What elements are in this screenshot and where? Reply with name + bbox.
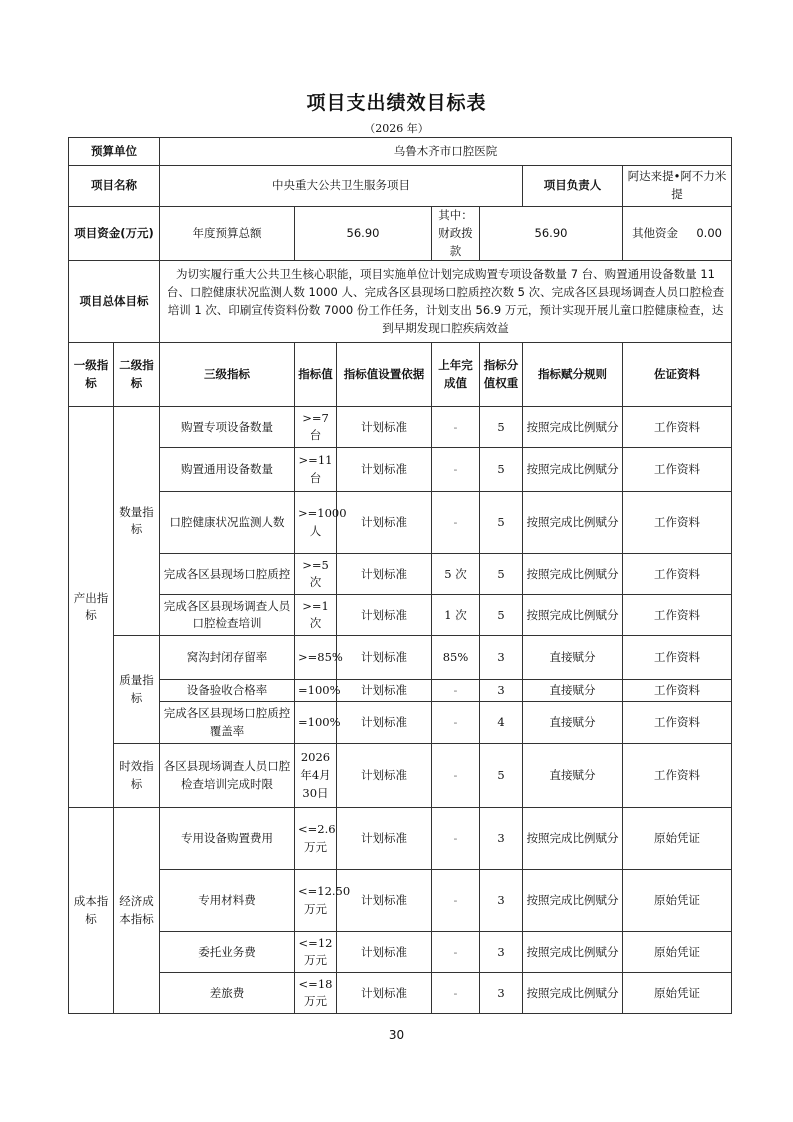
indicator-last-year: 85% — [432, 636, 480, 680]
indicator-evidence: 原始凭证 — [623, 973, 732, 1014]
annual-budget-label: 年度预算总额 — [160, 207, 295, 261]
document-year: （2026 年） — [364, 122, 429, 135]
indicator-rule: 直接赋分 — [523, 744, 623, 808]
indicator-rule: 直接赋分 — [523, 636, 623, 680]
indicator-value: <=12.50万元 — [295, 870, 337, 932]
indicator-name: 委托业务费 — [160, 932, 295, 973]
page-number: 30 — [388, 1028, 405, 1042]
indicator-basis: 计划标准 — [337, 744, 432, 808]
indicator-basis: 计划标准 — [337, 870, 432, 932]
table-row — [69, 492, 732, 554]
indicator-rule: 按照完成比例赋分 — [523, 870, 623, 932]
indicator-name: 完成各区县现场口腔质控 — [160, 554, 295, 595]
indicator-evidence: 工作资料 — [623, 702, 732, 744]
group-quantity: 数量指标 — [114, 407, 160, 636]
indicator-rule: 按照完成比例赋分 — [523, 448, 623, 492]
indicator-name: 购置专项设备数量 — [160, 407, 295, 448]
table-row — [69, 702, 732, 744]
performance-target-table — [68, 137, 732, 1014]
indicator-weight: 3 — [480, 870, 523, 932]
indicator-rule: 直接赋分 — [523, 680, 623, 702]
header-level2: 二级指标 — [114, 343, 160, 407]
indicator-value: <=18万元 — [295, 973, 337, 1014]
indicator-weight: 3 — [480, 636, 523, 680]
indicator-value: >=5次 — [295, 554, 337, 595]
table-row — [69, 932, 732, 973]
indicator-rule: 按照完成比例赋分 — [523, 808, 623, 870]
indicator-weight: 3 — [480, 973, 523, 1014]
table-row — [69, 595, 732, 636]
project-lead-value: 阿达来提•阿不力米提 — [623, 166, 732, 207]
indicator-rule: 按照完成比例赋分 — [523, 492, 623, 554]
indicator-value: <=12万元 — [295, 932, 337, 973]
indicator-last-year: - — [432, 744, 480, 808]
indicator-last-year: - — [432, 492, 480, 554]
table-row — [69, 407, 732, 448]
indicator-evidence: 工作资料 — [623, 554, 732, 595]
project-name-row — [69, 166, 732, 207]
indicator-weight: 3 — [480, 808, 523, 870]
header-value: 指标值 — [295, 343, 337, 407]
indicator-evidence: 原始凭证 — [623, 932, 732, 973]
header-row — [69, 343, 732, 407]
overall-goal-text: 为切实履行重大公共卫生核心职能，项目实施单位计划完成购置专项设备数量 7 台、购置通用设备数量 11 台、口腔健康状况监测人数 1000 人、完成各区县现场口腔质控次数 5 次、完成各区县现场调查人员口腔检查培训 1 次、印刷宣传资料份数 7000 份工作任务，计划支出 56.9 万元，预计实现开展儿童口腔健康检查，达到早期发现口腔疾病效益 — [160, 261, 732, 343]
indicator-weight: 3 — [480, 680, 523, 702]
header-weight: 指标分值权重 — [480, 343, 523, 407]
project-name-label: 项目名称 — [69, 166, 160, 207]
fiscal-allocation-value: 56.90 — [480, 207, 623, 261]
indicator-basis: 计划标准 — [337, 492, 432, 554]
indicator-last-year: - — [432, 973, 480, 1014]
indicator-evidence: 工作资料 — [623, 744, 732, 808]
indicator-weight: 4 — [480, 702, 523, 744]
header-basis: 指标值设置依据 — [337, 343, 432, 407]
group-economic: 经济成本指标 — [114, 808, 160, 1014]
other-funds-value: 0.00 — [696, 225, 722, 240]
indicator-value: >=1次 — [295, 595, 337, 636]
table-row — [69, 870, 732, 932]
overall-goal-row — [69, 261, 732, 343]
project-funds-row — [69, 207, 732, 261]
indicator-value: >=85% — [295, 636, 337, 680]
header-level1: 一级指标 — [69, 343, 114, 407]
indicator-name: 专用材料费 — [160, 870, 295, 932]
indicator-name: 设备验收合格率 — [160, 680, 295, 702]
indicator-rule: 按照完成比例赋分 — [523, 595, 623, 636]
indicator-name: 专用设备购置费用 — [160, 808, 295, 870]
indicator-rule: 按照完成比例赋分 — [523, 932, 623, 973]
indicator-last-year: 1 次 — [432, 595, 480, 636]
overall-goal-label: 项目总体目标 — [69, 261, 160, 343]
indicator-rule: 按照完成比例赋分 — [523, 554, 623, 595]
indicator-value: =100% — [295, 702, 337, 744]
header-evidence: 佐证资料 — [623, 343, 732, 407]
indicator-evidence: 工作资料 — [623, 636, 732, 680]
indicator-weight: 5 — [480, 492, 523, 554]
document-title: 项目支出绩效目标表 — [306, 92, 487, 114]
budget-unit-value: 乌鲁木齐市口腔医院 — [160, 138, 732, 166]
annual-budget-value: 56.90 — [295, 207, 432, 261]
indicator-weight: 5 — [480, 554, 523, 595]
indicator-evidence: 工作资料 — [623, 407, 732, 448]
fiscal-allocation-label: 其中：财政拨款 — [432, 207, 480, 261]
indicator-weight: 5 — [480, 595, 523, 636]
group-quality: 质量指标 — [114, 636, 160, 744]
indicator-rule: 按照完成比例赋分 — [523, 973, 623, 1014]
indicator-last-year: - — [432, 680, 480, 702]
indicator-basis: 计划标准 — [337, 448, 432, 492]
indicator-weight: 5 — [480, 744, 523, 808]
project-funds-label: 项目资金(万元) — [69, 207, 160, 261]
indicator-value: <=2.6万元 — [295, 808, 337, 870]
indicator-value: =100% — [295, 680, 337, 702]
indicator-name: 窝沟封闭存留率 — [160, 636, 295, 680]
table-row — [69, 554, 732, 595]
indicator-evidence: 工作资料 — [623, 492, 732, 554]
table-row — [69, 680, 732, 702]
table-row — [69, 744, 732, 808]
indicator-name: 完成各区县现场口腔质控覆盖率 — [160, 702, 295, 744]
other-funds-cell — [623, 207, 732, 261]
indicator-evidence: 工作资料 — [623, 448, 732, 492]
indicator-value: >=7台 — [295, 407, 337, 448]
indicator-basis: 计划标准 — [337, 554, 432, 595]
indicator-basis: 计划标准 — [337, 595, 432, 636]
other-funds-label: 其他资金 — [632, 225, 679, 240]
indicator-value: >=11台 — [295, 448, 337, 492]
table-row — [69, 973, 732, 1014]
indicator-name: 购置通用设备数量 — [160, 448, 295, 492]
budget-unit-label: 预算单位 — [69, 138, 160, 166]
table-row — [69, 448, 732, 492]
indicator-evidence: 原始凭证 — [623, 808, 732, 870]
table-row — [69, 808, 732, 870]
indicator-basis: 计划标准 — [337, 407, 432, 448]
indicator-last-year: - — [432, 407, 480, 448]
project-lead-label: 项目负责人 — [523, 166, 623, 207]
indicator-basis: 计划标准 — [337, 702, 432, 744]
indicator-basis: 计划标准 — [337, 680, 432, 702]
indicator-basis: 计划标准 — [337, 973, 432, 1014]
indicator-evidence: 工作资料 — [623, 680, 732, 702]
header-level3: 三级指标 — [160, 343, 295, 407]
indicator-basis: 计划标准 — [337, 636, 432, 680]
header-rule: 指标赋分规则 — [523, 343, 623, 407]
indicator-last-year: 5 次 — [432, 554, 480, 595]
header-last-year: 上年完成值 — [432, 343, 480, 407]
group-cost: 成本指标 — [69, 808, 114, 1014]
indicator-last-year: - — [432, 932, 480, 973]
indicator-last-year: - — [432, 702, 480, 744]
indicator-name: 各区县现场调查人员口腔检查培训完成时限 — [160, 744, 295, 808]
indicator-value: >=1000人 — [295, 492, 337, 554]
budget-unit-row — [69, 138, 732, 166]
indicator-weight: 5 — [480, 448, 523, 492]
table-row — [69, 636, 732, 680]
indicator-weight: 3 — [480, 932, 523, 973]
group-output: 产出指标 — [69, 407, 114, 808]
indicator-evidence: 原始凭证 — [623, 870, 732, 932]
indicator-name: 差旅费 — [160, 973, 295, 1014]
indicator-basis: 计划标准 — [337, 808, 432, 870]
indicator-weight: 5 — [480, 407, 523, 448]
project-name-value: 中央重大公共卫生服务项目 — [160, 166, 523, 207]
group-timeliness: 时效指标 — [114, 744, 160, 808]
indicator-last-year: - — [432, 808, 480, 870]
indicator-basis: 计划标准 — [337, 932, 432, 973]
indicator-value: 2026年4月30日 — [295, 744, 337, 808]
indicator-rule: 按照完成比例赋分 — [523, 407, 623, 448]
indicator-last-year: - — [432, 870, 480, 932]
indicator-evidence: 工作资料 — [623, 595, 732, 636]
indicator-rule: 直接赋分 — [523, 702, 623, 744]
indicator-name: 完成各区县现场调查人员口腔检查培训 — [160, 595, 295, 636]
indicator-name: 口腔健康状况监测人数 — [160, 492, 295, 554]
indicator-last-year: - — [432, 448, 480, 492]
